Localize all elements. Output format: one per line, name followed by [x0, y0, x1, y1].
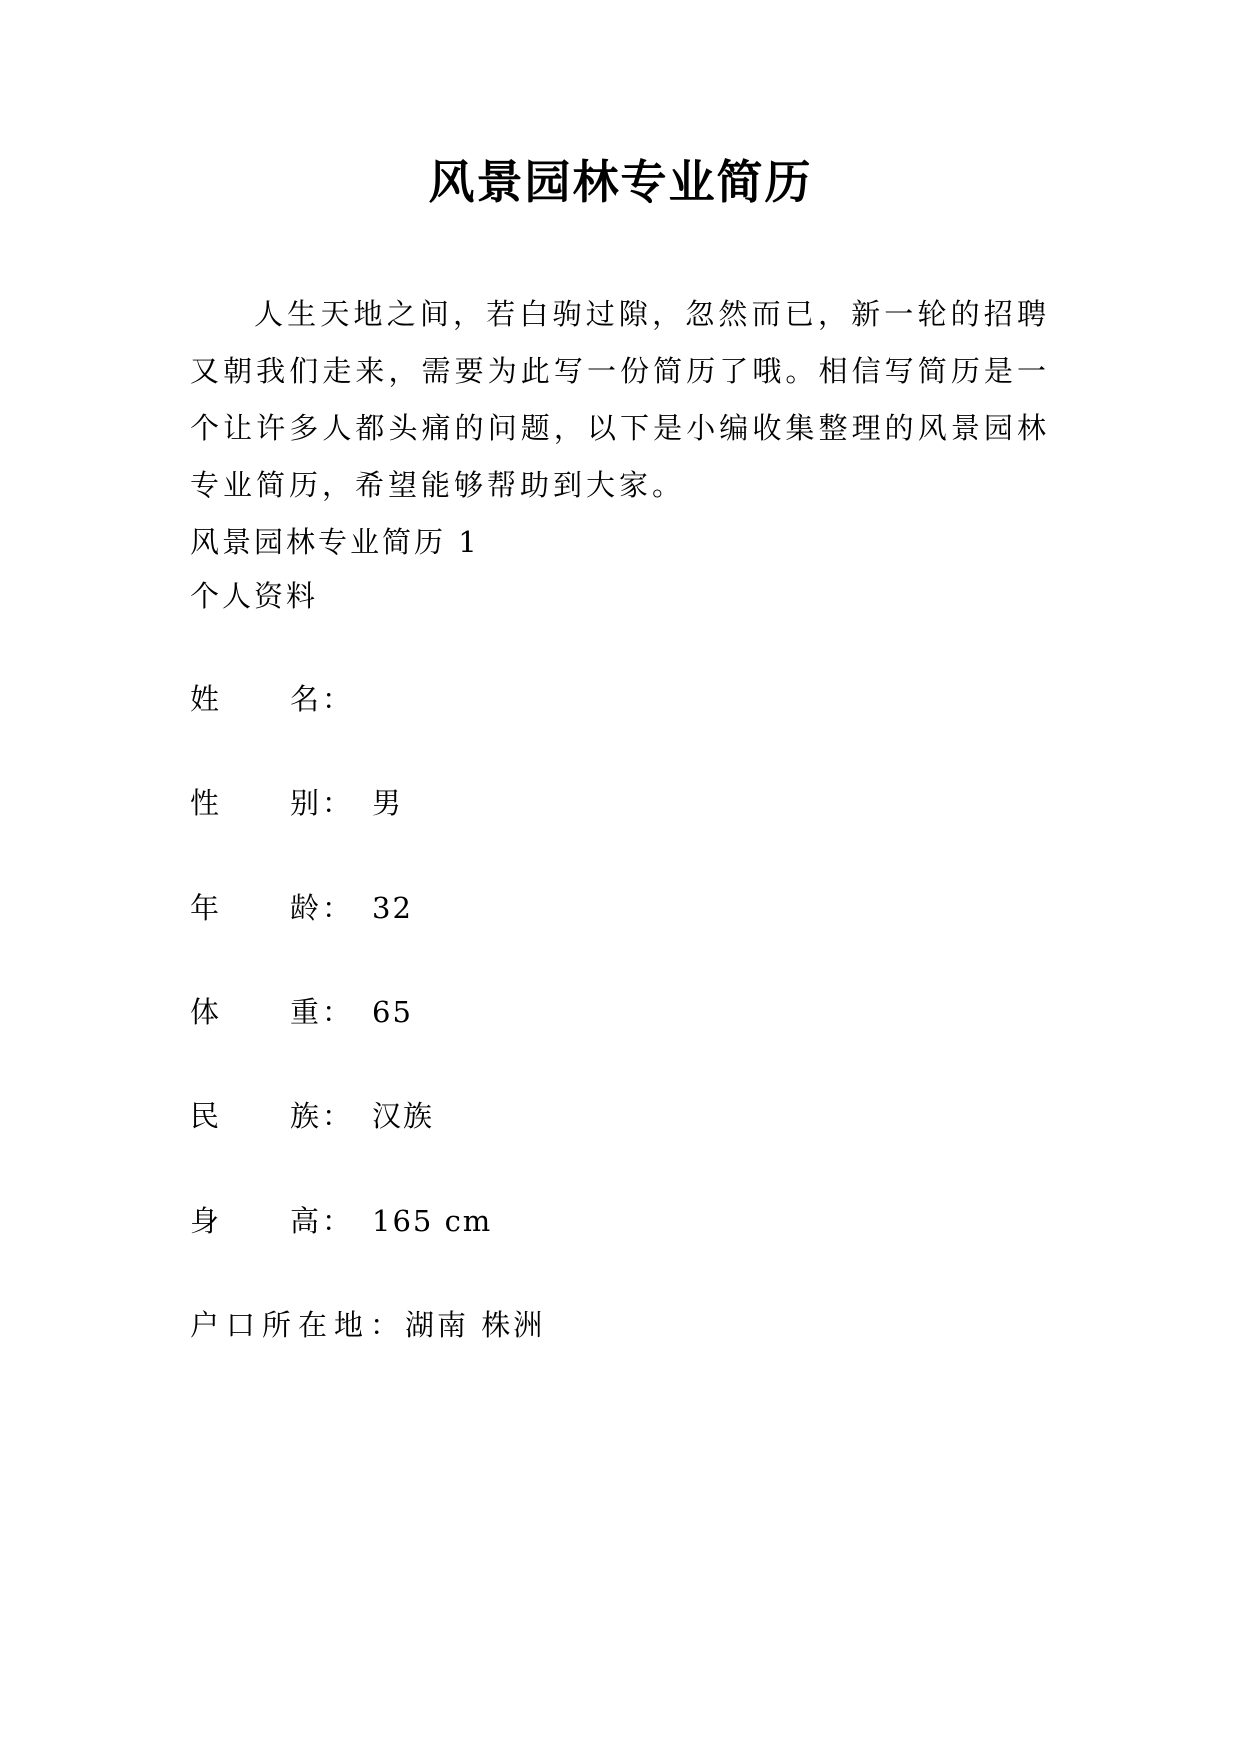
field-weight-value: 65 — [372, 995, 413, 1029]
field-weight-label-second: 重 — [290, 995, 320, 1029]
field-name-label-second: 名 — [290, 682, 320, 716]
field-hukou-label: 户口所在地： — [190, 1308, 407, 1342]
field-height-label-first: 身 — [190, 1204, 220, 1238]
field-weight-label-first: 体 — [190, 995, 220, 1029]
field-gender-label-first: 性 — [190, 786, 220, 820]
field-name-colon: ： — [322, 682, 352, 716]
field-gender-label-second: 别 — [290, 786, 320, 820]
field-weight-colon: ： — [322, 995, 352, 1029]
field-name-label-first: 姓 — [190, 682, 220, 716]
field-age-label-second: 龄 — [290, 891, 320, 925]
field-ethnicity-value: 汉族 — [372, 1099, 435, 1133]
field-gender-colon: ： — [322, 786, 352, 820]
field-gender-value: 男 — [372, 786, 404, 820]
field-height-value: 165 cm — [372, 1204, 493, 1238]
field-height-label-second: 高 — [290, 1204, 320, 1238]
field-hukou-value: 湖南 株洲 — [405, 1308, 546, 1342]
field-age-value: 32 — [372, 891, 413, 925]
field-ethnicity-label-second: 族 — [290, 1099, 320, 1133]
subsection-heading: 个人资料 — [190, 579, 319, 613]
field-height-colon: ： — [322, 1204, 352, 1238]
field-ethnicity-colon: ： — [322, 1099, 352, 1133]
field-ethnicity-label-first: 民 — [190, 1099, 220, 1133]
intro-paragraph: 人生天地之间，若白驹过隙，忽然而已，新一轮的招聘又朝我们走来，需要为此写一份简历了哦。相信写简历是一个让许多人都头痛的问题，以下是小编收集整理的风景园林专业简历，希望能够帮助到大家。 — [190, 297, 1050, 502]
section-heading: 风景园林专业简历 1 — [190, 525, 480, 559]
field-age-label-first: 年 — [190, 891, 220, 925]
page-title: 风景园林专业简历 — [428, 155, 813, 209]
field-age-colon: ： — [322, 891, 352, 925]
